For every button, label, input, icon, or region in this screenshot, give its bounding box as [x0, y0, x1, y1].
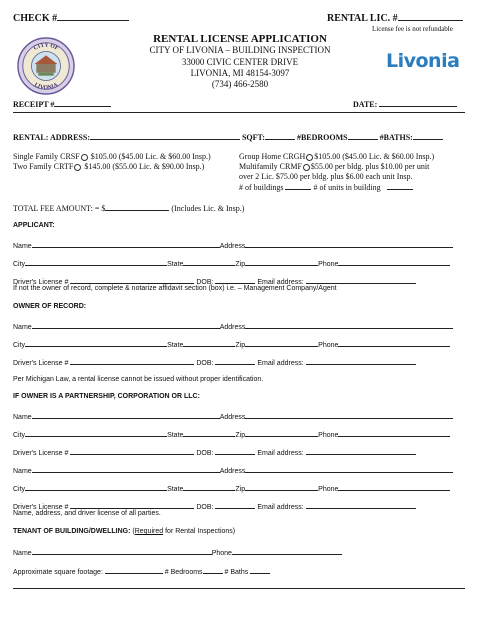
owner-dob-field[interactable] [215, 357, 255, 365]
tenant-name-row: Name Phone [13, 547, 342, 557]
partner2-name-row: Name Address [13, 465, 453, 475]
livonia-logo [386, 50, 459, 72]
units-field[interactable] [387, 182, 413, 190]
applicant-dl-field[interactable] [70, 276, 194, 284]
applicant-state-field[interactable] [183, 258, 235, 266]
applicant-zip-field[interactable] [245, 258, 318, 266]
single-family-option: Single Family CRSF $105.00 ($45.00 Lic. & $60.00 Insp.) [13, 152, 211, 161]
applicant-address-field[interactable] [245, 240, 453, 248]
partner1-phone-field[interactable] [338, 429, 450, 437]
applicant-dl-row: Driver's License # DOB: Email address: [13, 276, 416, 286]
partner1-dl-row: Driver's License # DOB: Email address: [13, 447, 416, 457]
owner-email-field[interactable] [306, 357, 416, 365]
crmf-checkbox[interactable] [303, 164, 310, 171]
address-line-1: 33000 CIVIC CENTER DRIVE [181, 57, 299, 67]
owner-address-field[interactable] [245, 321, 453, 329]
baths-field[interactable] [413, 132, 443, 140]
partner1-email-field[interactable] [306, 447, 416, 455]
partner2-address-field[interactable] [245, 465, 453, 473]
partner1-dl-field[interactable] [70, 447, 194, 455]
total-fee-row: TOTAL FEE AMOUNT: = $ (Includes Lic. & Insp.) [13, 204, 245, 213]
bedrooms-field[interactable] [348, 132, 378, 140]
owner-name-row: Name Address [13, 321, 453, 331]
tenant-sqft-field[interactable] [105, 566, 163, 574]
crgh-checkbox[interactable] [306, 154, 313, 161]
address-line-2: LIVONIA, MI 48154-3097 [190, 68, 290, 78]
partner2-name-field[interactable] [32, 465, 220, 473]
livonia-logo-text: Livonia [386, 50, 460, 72]
owner-city-field[interactable] [25, 339, 167, 347]
phone-number: (734) 466-2580 [211, 79, 269, 89]
fee-note: License fee is not refundable [372, 25, 453, 33]
tenant-phone-field[interactable] [232, 547, 342, 555]
applicant-dob-field[interactable] [215, 276, 255, 284]
buildings-field[interactable] [285, 182, 311, 190]
receipt-number-field[interactable] [54, 99, 111, 107]
partner2-city-row: City State Zip Phone [13, 483, 450, 493]
crsf-checkbox[interactable] [81, 154, 88, 161]
partner1-zip-field[interactable] [245, 429, 318, 437]
partner2-city-field[interactable] [25, 483, 167, 491]
svg-text:LIVONIA: LIVONIA [33, 82, 59, 92]
applicant-email-field[interactable] [306, 276, 416, 284]
applicant-name-row: Name Address [13, 240, 453, 250]
partner2-state-field[interactable] [183, 483, 235, 491]
partner2-phone-field[interactable] [338, 483, 450, 491]
department: CITY OF LIVONIA – BUILDING INSPECTION [149, 45, 331, 55]
partner1-name-field[interactable] [32, 411, 220, 419]
tenant-heading-row: TENANT OF BUILDING/DWELLING: (Required for Rental Inspections) [13, 528, 236, 535]
svg-text:CITY OF: CITY OF [32, 42, 60, 52]
tenant-heading: TENANT OF BUILDING/DWELLING: [13, 528, 131, 535]
partnership-heading: IF OWNER IS A PARTNERSHIP, CORPORATION OR LLC: [13, 393, 200, 400]
check-number-field[interactable] [57, 13, 129, 21]
rental-address-row: RENTAL: ADDRESS: SQFT: #BEDROOMS #BATHS: [13, 132, 443, 142]
form-title: RENTAL LICENSE APPLICATION [153, 33, 327, 45]
michigan-law-note: Per Michigan Law, a rental license cannot be issued without proper identification. [13, 376, 264, 383]
date-label: DATE: [353, 99, 457, 109]
receipt-label: RECEIPT # [13, 99, 111, 109]
partner2-email-field[interactable] [306, 501, 416, 509]
partner1-state-field[interactable] [183, 429, 235, 437]
partner1-city-field[interactable] [25, 429, 167, 437]
rental-lic-label: RENTAL LIC. # [327, 13, 463, 24]
two-family-option: Two Family CRTF $145.00 ($55.00 Lic. & $90.00 Insp.) [13, 162, 205, 171]
applicant-city-field[interactable] [25, 258, 167, 266]
rental-address-field[interactable] [90, 132, 240, 140]
owner-phone-field[interactable] [338, 339, 450, 347]
applicant-phone-field[interactable] [338, 258, 450, 266]
buildings-row: # of buildings # of units in building [239, 182, 413, 192]
partner2-dob-field[interactable] [215, 501, 255, 509]
group-home-option: Group Home CRGH $105.00 ($45.00 Lic. & $60.00 Insp.) [239, 152, 435, 161]
applicant-heading: APPLICANT: [13, 222, 55, 229]
check-label: CHECK # [13, 13, 129, 24]
bottom-divider [13, 588, 465, 589]
sqft-field[interactable] [265, 132, 295, 140]
crtf-checkbox[interactable] [74, 164, 81, 171]
owner-zip-field[interactable] [245, 339, 318, 347]
tenant-sqft-row: Approximate square footage: # Bedrooms # Baths [13, 566, 270, 576]
owner-dl-field[interactable] [70, 357, 194, 365]
partner1-city-row: City State Zip Phone [13, 429, 450, 439]
partner1-name-row: Name Address [13, 411, 453, 421]
applicant-city-row: City State Zip Phone [13, 258, 450, 268]
tenant-name-field[interactable] [32, 547, 212, 555]
divider [13, 112, 465, 113]
partner2-dl-row: Driver's License # DOB: Email address: [13, 501, 416, 511]
multifamily-fee-detail: over 2 Lic. $75.00 per bldg. plus $6.00 each unit Insp. [239, 172, 413, 181]
partner2-dl-field[interactable] [70, 501, 194, 509]
city-seal-icon [17, 37, 75, 95]
partner1-dob-field[interactable] [215, 447, 255, 455]
partner1-address-field[interactable] [245, 411, 453, 419]
owner-name-field[interactable] [32, 321, 220, 329]
owner-heading: OWNER OF RECORD: [13, 303, 87, 310]
date-field[interactable] [379, 99, 457, 107]
partner2-zip-field[interactable] [245, 483, 318, 491]
tenant-bedrooms-field[interactable] [203, 566, 223, 574]
owner-state-field[interactable] [183, 339, 235, 347]
tenant-baths-field[interactable] [250, 566, 270, 574]
required-label: Required [134, 528, 164, 535]
owner-city-row: City State Zip Phone [13, 339, 450, 349]
total-fee-field[interactable] [105, 203, 169, 211]
multifamily-option: Multifamily CRMF $55.00 per bldg. plus $10.00 per unit [239, 162, 430, 171]
owner-dl-row: Driver's License # DOB: Email address: [13, 357, 416, 367]
partnership-note: Name, address, and driver license of all parties. [13, 510, 161, 517]
rental-lic-number-field[interactable] [398, 13, 463, 21]
applicant-name-field[interactable] [32, 240, 220, 248]
applicant-note: If not the owner of record, complete & notarize affidavit section (box) i.e. – Management Company/Agent [13, 285, 337, 292]
